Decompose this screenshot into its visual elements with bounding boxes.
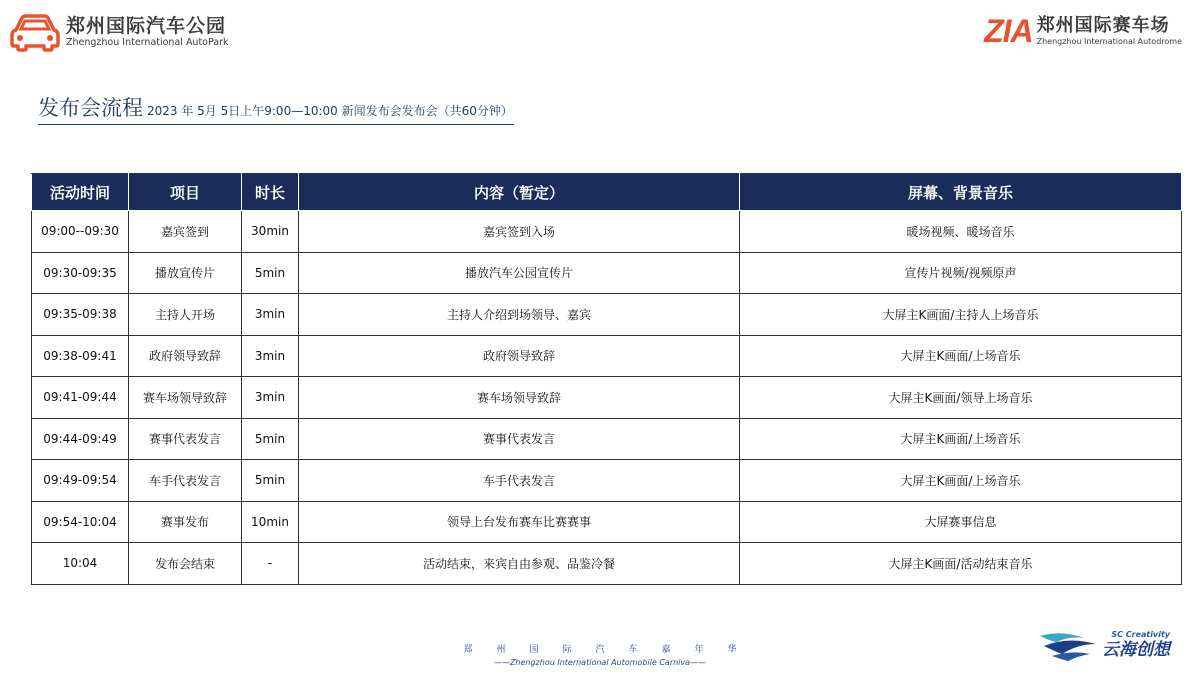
table-row [32, 377, 1182, 419]
autopark-logo [8, 12, 229, 52]
schedule-table [31, 173, 1182, 585]
table-header-row [32, 174, 1182, 211]
cell-screen-music: 暖场视频、暖场音乐 [740, 211, 1182, 253]
table-row [32, 501, 1182, 543]
cell-item: 嘉宾签到 [129, 211, 242, 253]
table-row [32, 543, 1182, 585]
sc-creativity-logo [1038, 628, 1170, 662]
cell-screen-music: 大屏主K画面/上场音乐 [740, 418, 1182, 460]
cell-item: 发布会结束 [129, 543, 242, 585]
cell-screen-music: 大屏赛事信息 [740, 501, 1182, 543]
cell-duration: 5min [242, 252, 299, 294]
autopark-name-cn: 郑州国际汽车公园 [66, 15, 227, 37]
cell-time: 09:35-09:38 [32, 294, 129, 336]
brand-name-cn: 云海创想 [1102, 640, 1170, 660]
cell-time: 09:00--09:30 [32, 211, 129, 253]
cell-duration: - [242, 543, 299, 585]
cell-item: 车手代表发言 [129, 460, 242, 502]
cell-screen-music: 宣传片视频/视频原声 [740, 252, 1182, 294]
cell-time: 09:38-09:41 [32, 335, 129, 377]
table-row [32, 460, 1182, 502]
table-row [32, 294, 1182, 336]
wave-icon [1038, 628, 1100, 662]
cell-time: 09:41-09:44 [32, 377, 129, 419]
footer-title-en: ——Zhengzhou International Automobile Carniva—— [493, 658, 707, 667]
cell-content: 赛车场领导致辞 [299, 377, 740, 419]
footer [0, 644, 1200, 670]
cell-item: 赛车场领导致辞 [129, 377, 242, 419]
cell-duration: 10min [242, 501, 299, 543]
table-row [32, 211, 1182, 253]
page-title [38, 92, 514, 125]
cell-duration: 3min [242, 294, 299, 336]
cell-time: 09:30-09:35 [32, 252, 129, 294]
table-row [32, 335, 1182, 377]
cell-item: 赛事发布 [129, 501, 242, 543]
cell-duration: 5min [242, 418, 299, 460]
header-screen-music: 屏幕、背景音乐 [740, 174, 1182, 211]
header-time: 活动时间 [32, 174, 129, 211]
cell-item: 赛事代表发言 [129, 418, 242, 460]
cell-content: 领导上台发布赛车比赛赛事 [299, 501, 740, 543]
cell-screen-music: 大屏主K画面/领导上场音乐 [740, 377, 1182, 419]
cell-duration: 5min [242, 460, 299, 502]
zia-mark: ZIA [984, 13, 1033, 49]
cell-duration: 3min [242, 335, 299, 377]
brand-name-en: SC Creativity [1111, 630, 1170, 639]
cell-content: 活动结束，来宾自由参观、品鉴冷餐 [299, 543, 740, 585]
cell-duration: 3min [242, 377, 299, 419]
header-duration: 时长 [242, 174, 299, 211]
cell-content: 赛事代表发言 [299, 418, 740, 460]
header-content: 内容（暂定） [299, 174, 740, 211]
cell-item: 播放宣传片 [129, 252, 242, 294]
cell-content: 嘉宾签到入场 [299, 211, 740, 253]
car-icon [8, 12, 62, 52]
cell-content: 主持人介绍到场领导、嘉宾 [299, 294, 740, 336]
autodrome-name-cn: 郑州国际赛车场 [1036, 15, 1170, 36]
cell-item: 主持人开场 [129, 294, 242, 336]
header-item: 项目 [129, 174, 242, 211]
table-row [32, 252, 1182, 294]
cell-screen-music: 大屏主K画面/上场音乐 [740, 335, 1182, 377]
cell-screen-music: 大屏主K画面/主持人上场音乐 [740, 294, 1182, 336]
cell-time: 10:04 [32, 543, 129, 585]
cell-time: 09:54-10:04 [32, 501, 129, 543]
table-row [32, 418, 1182, 460]
cell-duration: 30min [242, 211, 299, 253]
cell-content: 车手代表发言 [299, 460, 740, 502]
footer-title-cn: 郑州国际汽车嘉年华 [463, 645, 761, 655]
cell-time: 09:49-09:54 [32, 460, 129, 502]
cell-screen-music: 大屏主K画面/活动结束音乐 [740, 543, 1182, 585]
title-subtitle: 2023 年 5月 5日上午9:00—10:00 新闻发布会发布会（共60分钟） [147, 104, 513, 118]
cell-item: 政府领导致辞 [129, 335, 242, 377]
autopark-name-en: Zhengzhou International AutoPark [66, 37, 229, 48]
title-main: 发布会流程 [38, 96, 143, 120]
cell-time: 09:44-09:49 [32, 418, 129, 460]
autodrome-name-en: Zhengzhou International Autodrome [1036, 37, 1182, 46]
autodrome-logo [984, 14, 1182, 48]
cell-content: 播放汽车公园宣传片 [299, 252, 740, 294]
cell-content: 政府领导致辞 [299, 335, 740, 377]
cell-screen-music: 大屏主K画面/上场音乐 [740, 460, 1182, 502]
